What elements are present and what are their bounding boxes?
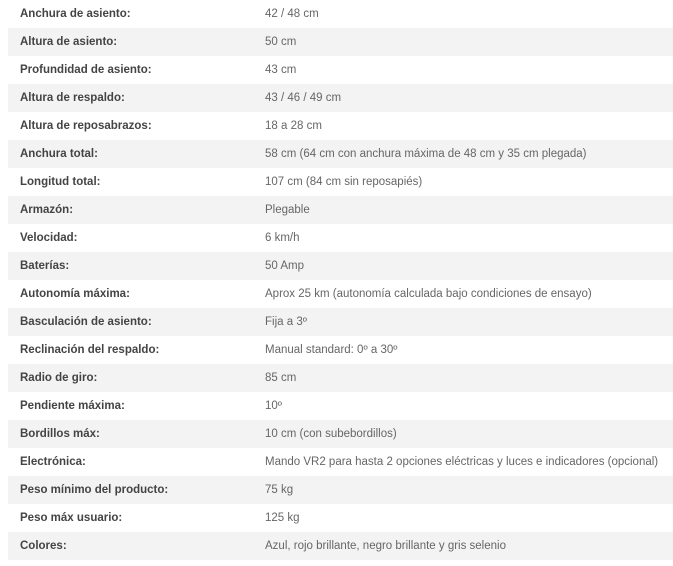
spec-value: Aprox 25 km (autonomía calculada bajo condiciones de ensayo) [265,288,592,300]
spec-row-max-user-weight [8,504,673,532]
spec-row-frame [8,196,673,224]
spec-label: Profundidad de asiento: [20,64,152,76]
spec-row-seat-tilt [8,308,673,336]
spec-label: Colores: [20,540,67,552]
spec-row-turning-radius [8,364,673,392]
spec-value: Mando VR2 para hasta 2 opciones eléctricas y luces e indicadores (opcional) [265,456,659,468]
spec-value: Fija a 3º [265,316,307,328]
spec-row-max-range [8,280,673,308]
spec-row-min-product-weight [8,476,673,504]
spec-value: 10 cm (con subebordillos) [265,428,397,440]
spec-value: 50 cm [265,36,297,48]
spec-value: 10º [265,400,282,412]
spec-row-total-length [8,168,673,196]
spec-value: 107 cm (84 cm sin reposapiés) [265,176,423,188]
spec-row-colors [8,532,673,560]
spec-row-electronics [8,448,673,476]
spec-value: 43 cm [265,64,297,76]
spec-label: Altura de reposabrazos: [20,120,152,132]
spec-value: Manual standard: 0º a 30º [265,344,398,356]
spec-value: 50 Amp [265,260,304,272]
spec-label: Radio de giro: [20,372,98,384]
spec-label: Baterías: [20,260,70,272]
spec-label: Reclinación del respaldo: [20,344,160,356]
spec-value: Plegable [265,204,310,216]
spec-row-seat-height [8,28,673,56]
spec-row-backrest-recline [8,336,673,364]
spec-row-armrest-height [8,112,673,140]
spec-value: 125 kg [265,512,300,524]
spec-label: Longitud total: [20,176,101,188]
spec-label: Pendiente máxima: [20,400,125,412]
spec-label: Altura de asiento: [20,36,118,48]
spec-label: Electrónica: [20,456,86,468]
spec-label: Velocidad: [20,232,78,244]
spec-value: Azul, rojo brillante, negro brillante y gris selenio [265,540,506,552]
spec-row-backrest-height [8,84,673,112]
spec-row-max-slope [8,392,673,420]
spec-label: Anchura total: [20,148,98,160]
spec-label: Altura de respaldo: [20,92,125,104]
spec-label: Bordillos máx: [20,428,100,440]
spec-value: 42 / 48 cm [265,8,319,20]
spec-label: Armazón: [20,204,74,216]
spec-row-speed [8,224,673,252]
spec-row-seat-width [8,0,673,28]
spec-value: 75 kg [265,484,294,496]
spec-value: 18 a 28 cm [265,120,322,132]
spec-label: Peso máx usuario: [20,512,123,524]
spec-row-max-curb [8,420,673,448]
spec-value: 58 cm (64 cm con anchura máxima de 48 cm y 35 cm plegada) [265,148,587,160]
spec-value: 85 cm [265,372,297,384]
spec-label: Peso mínimo del producto: [20,484,169,496]
specifications-table [8,0,673,560]
spec-value: 6 km/h [265,232,300,244]
spec-row-seat-depth [8,56,673,84]
spec-row-total-width [8,140,673,168]
spec-label: Basculación de asiento: [20,316,152,328]
spec-label: Autonomía máxima: [20,288,130,300]
spec-row-batteries [8,252,673,280]
spec-value: 43 / 46 / 49 cm [265,92,342,104]
spec-label: Anchura de asiento: [20,8,131,20]
